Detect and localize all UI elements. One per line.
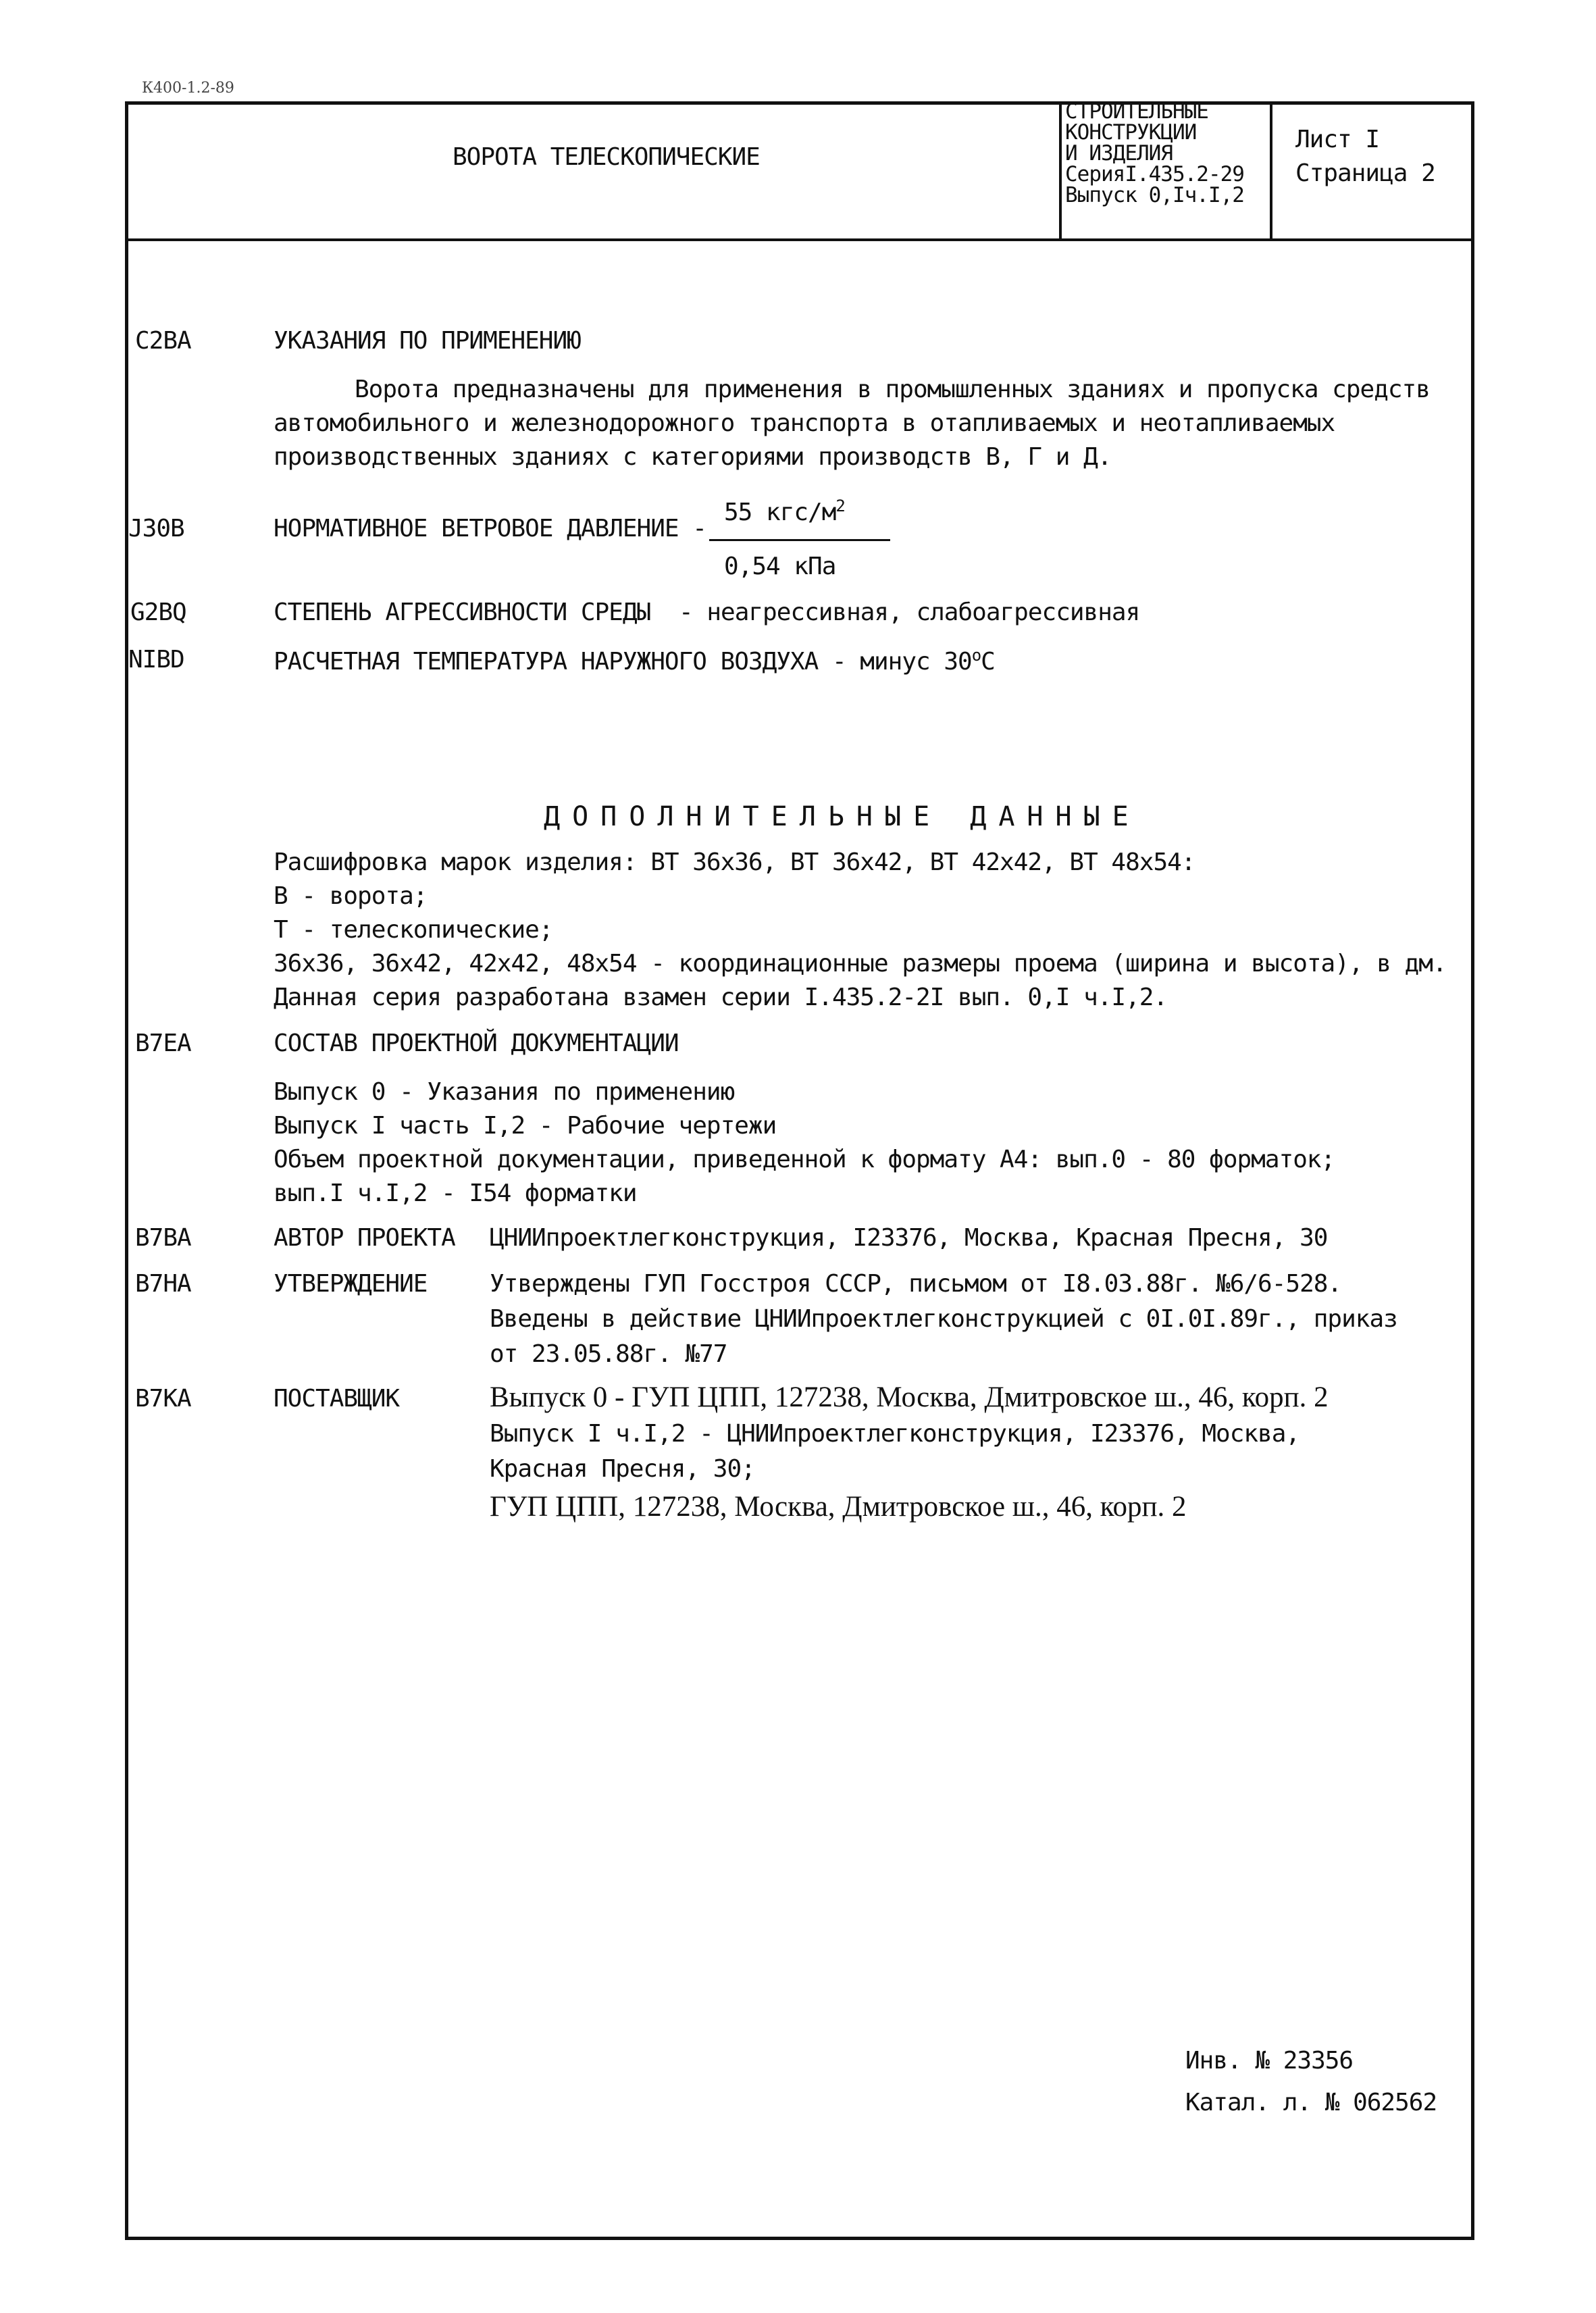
temp-degree: о [971,646,981,665]
text-line: Объем проектной документации, приведенной к формату А4: вып.0 - 80 форматок; [274,1146,1335,1173]
temp-unit: С [981,648,995,676]
catalog-number: Катал. л. № 062562 [1185,2089,1437,2116]
section-heading: УКАЗАНИЯ ПО ПРИМЕНЕНИЮ [274,327,581,355]
wind-numerator-sup: 2 [835,497,845,515]
section-code: G2BQ [130,599,186,626]
additional-data-title: ДОПОЛНИТЕЛЬНЫЕ ДАННЫЕ [544,801,1141,832]
inventory-number: Инв. № 23356 [1185,2047,1354,2075]
section-value: ЦНИИпроектлегконструкция, I23376, Москва, Красная Пресня, 30 [490,1224,1328,1252]
fraction-line [709,539,890,541]
series-line: СерияI.435.2-29 [1065,162,1244,186]
text-line: ГУП ЦПП, 127238, Москва, Дмитровское ш., 46, корп. 2 [490,1491,1187,1523]
text-line: Введены в действие ЦНИИпроектлегконструкцией с 0I.0I.89г., приказ [490,1305,1397,1333]
section-heading: ПОСТАВЩИК [274,1385,400,1413]
wind-numerator-text: 55 кгс/м [724,499,836,526]
text-line: Утверждены ГУП Госстроя СССР, письмом от I8.03.88г. №6/6-528. [490,1270,1342,1298]
wind-numerator [724,497,845,526]
series-line: Выпуск 0,Iч.I,2 [1065,183,1244,207]
section-code: B7KA [135,1385,191,1413]
text-line: производственных зданиях с категориями производств В, Г и Д. [274,443,1112,471]
page-number: Страница 2 [1295,159,1435,187]
section-heading: НОРМАТИВНОЕ ВЕТРОВОЕ ДАВЛЕНИЕ - [274,515,706,542]
section-code: NIBD [128,646,184,673]
corner-code: К400-1.2-89 [142,80,234,97]
series-line: И ИЗДЕЛИЯ [1065,141,1173,166]
text-line: Расшифровка марок изделия: ВТ 36х36, ВТ 36х42, ВТ 42х42, ВТ 48х54: [274,848,1195,876]
wind-denominator: 0,54 кПа [724,553,836,580]
section-heading: СТЕПЕНЬ АГРЕССИВНОСТИ СРЕДЫ [274,599,651,626]
text-line: автомобильного и железнодорожного транспорта в отапливаемых и неотапливаемых [274,409,1335,437]
section-code: B7BA [135,1224,191,1252]
series-line: КОНСТРУКЦИИ [1065,120,1197,145]
text-line: Красная Пресня, 30; [490,1455,755,1483]
text-line: Т - телескопические; [274,916,553,944]
header-divider-right [1270,101,1272,240]
temp-text: РАСЧЕТНАЯ ТЕМПЕРАТУРА НАРУЖНОГО ВОЗДУХА - минус 30 [274,648,972,676]
text-line: Выпуск I ч.I,2 - ЦНИИпроектлегконструкция, I23376, Москва, [490,1420,1300,1448]
text-line: Ворота предназначены для применения в промышленных зданиях и пропуска средств [355,376,1430,403]
series-line: СТРОИТЕЛЬНЫЕ [1065,99,1208,124]
text-line: Выпуск 0 - ГУП ЦПП, 127238, Москва, Дмитровское ш., 46, корп. 2 [490,1381,1329,1413]
text-line: В - ворота; [274,882,428,910]
section-value: - неагрессивная, слабоагрессивная [679,599,1140,626]
header-divider-left [1059,101,1062,240]
series-block [1065,101,1244,206]
text-line: Выпуск 0 - Указания по применению [274,1078,735,1106]
section-code: J30B [128,515,184,542]
text-line: от 23.05.88г. №77 [490,1340,727,1368]
section-heading [274,646,995,676]
text-line: Данная серия разработана взамен серии I.435.2-2I вып. 0,I ч.I,2. [274,984,1168,1011]
section-heading: СОСТАВ ПРОЕКТНОЙ ДОКУМЕНТАЦИИ [274,1030,679,1057]
document-title: ВОРОТА ТЕЛЕСКОПИЧЕСКИЕ [453,143,760,171]
section-code: B7EA [135,1030,191,1057]
text-line: вып.I ч.I,2 - I54 форматки [274,1179,637,1207]
section-code: B7HA [135,1270,191,1298]
section-heading: АВТОР ПРОЕКТА [274,1224,455,1252]
sheet-number: Лист I [1295,126,1380,153]
section-heading: УТВЕРЖДЕНИЕ [274,1270,428,1298]
text-line: 36х36, 36х42, 42х42, 48х54 - координационные размеры проема (ширина и высота), в дм. [274,950,1447,977]
text-line: Выпуск I часть I,2 - Рабочие чертежи [274,1112,777,1140]
section-code: C2BA [135,327,191,355]
